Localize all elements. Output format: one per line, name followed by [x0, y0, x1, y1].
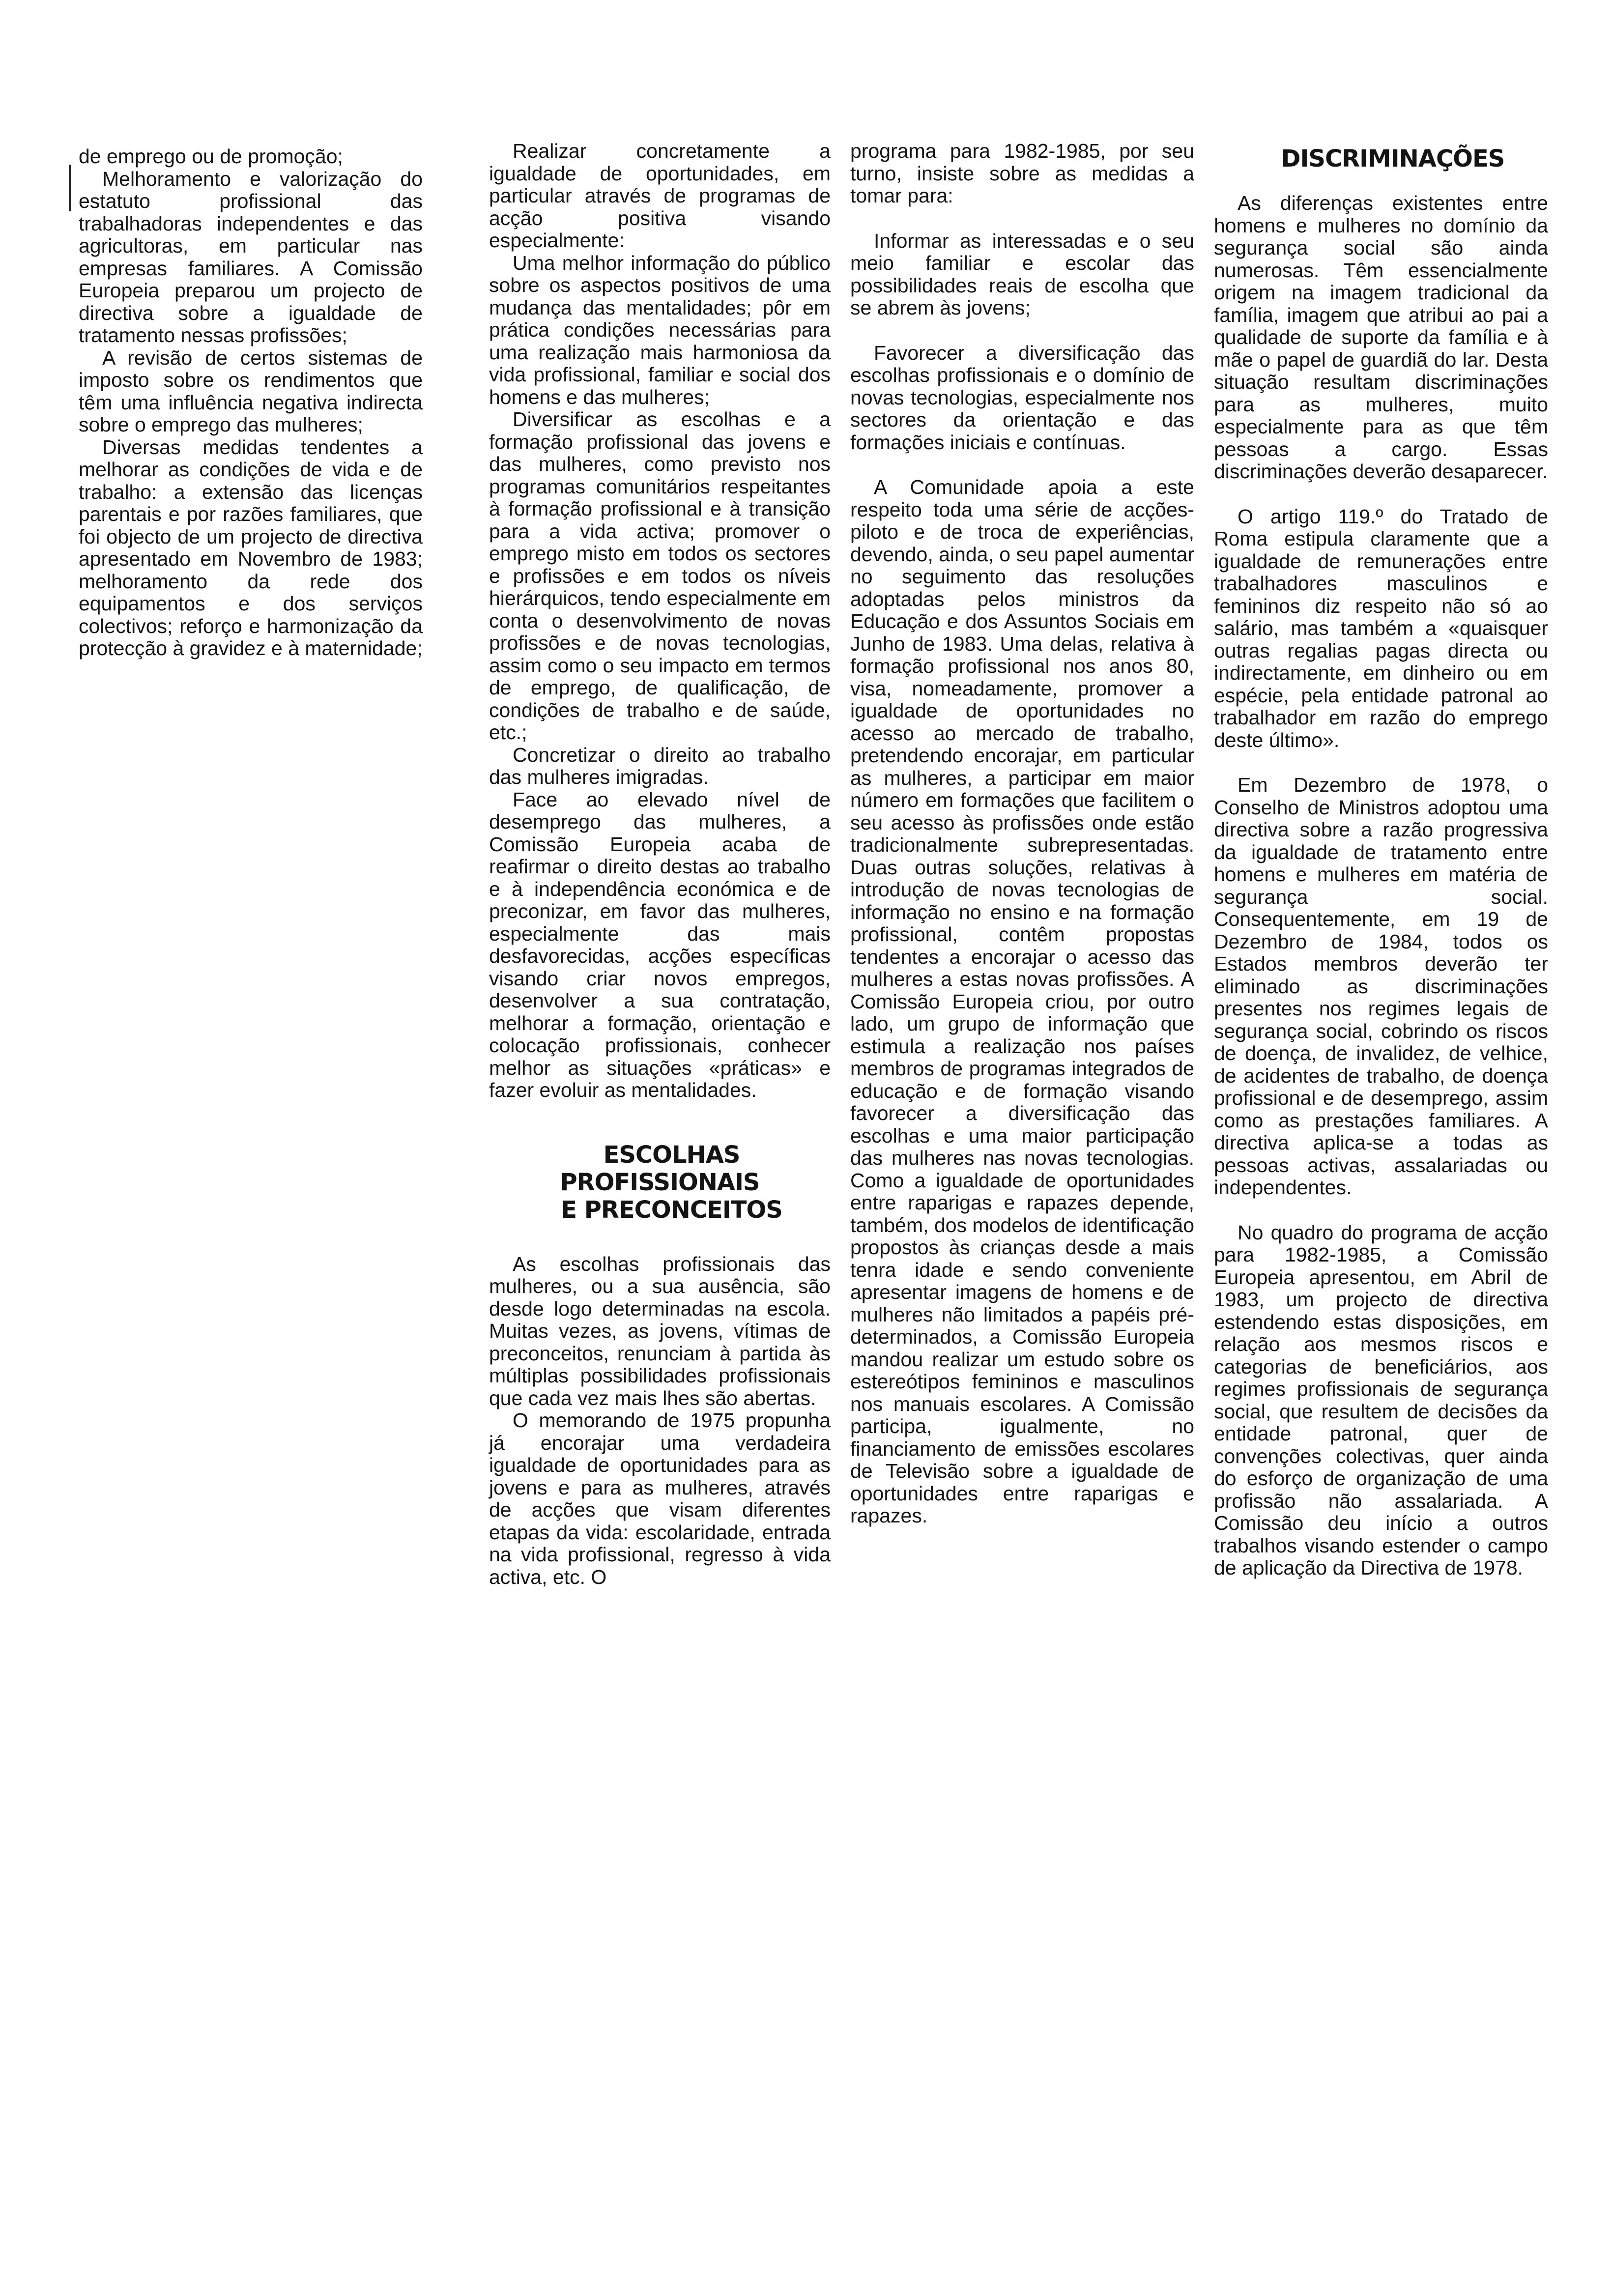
section-heading-escolhas [489, 1141, 831, 1224]
margin-mark [69, 165, 71, 211]
column-4 [1214, 145, 1548, 1579]
paragraph: Concretizar o direito ao trabalho das mulheres imigradas. [489, 743, 831, 788]
paragraph: de emprego ou de promoção; [79, 145, 343, 168]
section-heading-discriminacoes: DISCRIMINAÇÕES [1281, 145, 1505, 172]
paragraph: Uma melhor informação do público sobre os aspectos positivos de uma mudança das mentalidades; pôr em prática condições necessárias para uma realização mais harmoniosa da vida profissional, familiar e social dos homens e das mulheres; [489, 251, 831, 408]
paragraph: No quadro do programa de acção para 1982-1985, a Comissão Europeia apresentou, em Abril de 1983, um projecto de directiva estendendo estas disposições, em relação aos mesmos riscos e categorias de beneficiários, aos regimes profissionais de segurança social, que resultem de decisões da entidade patronal, quer de convenções colectivas, quer ainda do esforço de organização de uma profissão não assalariada. A Comissão deu início a outros trabalhos visando estender o campo de aplicação da Directiva de 1978. [1214, 1221, 1548, 1579]
paragraph: Face ao elevado nível de desemprego das mulheres, a Comissão Europeia acaba de reafirmar o direito destas ao trabalho e à independência económica e de preconizar, em favor das mulheres, especialmente das mais desfavorecidas, acções específicas visando criar novos empregos, desenvolver a sua contratação, melhorar a formação, orientação e colocação profissionais, conhecer melhor as situações «práticas» e fazer evoluir as mentalidades. [489, 788, 831, 1101]
paragraph: programa para 1982-1985, por seu turno, insiste sobre as medidas a tomar para: [850, 140, 1194, 207]
paragraph: A Comunidade apoia a este respeito toda uma série de acções-piloto e de troca de experiências, devendo, ainda, o seu papel aumentar no seguimento das resoluções adoptadas pelos ministros da Educação e dos Assuntos Sociais em Junho de 1983. Uma delas, relativa à formação profissional nos anos 80, visa, nomeadamente, promover a igualdade de oportunidades no acesso ao mercado de trabalho, pretendendo encorajar, em particular as mulheres, a participar em maior número em formações que facilitem o seu acesso às profissões onde estão tradicionalmente subrepresentadas. Duas outras soluções, relativas à introdução de novas tecnologias de informação no ensino e na formação profissional, contêm propostas tendentes a encorajar o acesso das mulheres a estas novas profissões. A Comissão Europeia criou, por outro lado, um grupo de informação que estimula a realização nos países membros de programas integrados de educação e de formação visando favorecer a diversificação das escolhas e uma maior participação das mulheres nas novas tecnologias. Como a igualdade de oportunidades entre raparigas e rapazes depende, também, dos modelos de identificação propostos às crianças desde a mais tenra idade e sendo conveniente apresentar imagens de homens e de mulheres não limitados a papéis pré-determinados, a Comissão Europeia mandou realizar um estudo sobre os estereótipos femininos e masculinos nos manuais escolares. A Comissão participa, igualmente, no financiamento de emissões escolares de Televisão sobre a igualdade de oportunidades entre raparigas e rapazes. [850, 476, 1194, 1527]
paragraph: As diferenças existentes entre homens e mulheres no domínio da segurança social são ainda numerosas. Têm essencialmente origem na imagem tradicional da família, imagem que atribui ao pai a qualidade de suporte da família e à mãe o papel de guardiã do lar. Desta situação resultam discriminações para as mulheres, muito especialmente para as que têm pessoas a cargo. Essas discriminações deverão desaparecer. [1214, 192, 1548, 483]
paragraph: Informar as interessadas e o seu meio familiar e escolar das possibilidades reais de escolha que se abrem às jovens; [850, 229, 1194, 319]
paragraph: Diversas medidas tendentes a melhorar as condições de vida e de trabalho: a extensão das licenças parentais e por razões familiares, que foi objecto de um projecto de directiva apresentado em Novembro de 1983; melhoramento da rede dos equipamentos e dos serviços colectivos; reforço e harmonização da protecção à gravidez e à maternidade; [79, 435, 423, 660]
heading-line: E PRECONCEITOS [561, 1196, 782, 1224]
paragraph: O artigo 119.º do Tratado de Roma estipula claramente que a igualdade de remunerações entre trabalhadores masculinos e femininos diz respeito não só ao salário, mas também a «quaisquer outras regalias pagas directa ou indirectamente, em dinheiro ou em espécie, pela entidade patronal ao trabalhador em razão do emprego deste último». [1214, 505, 1548, 751]
paragraph: Melhoramento e valorização do estatuto profissional das trabalhadoras independentes e das agricultoras, em particular nas empresas familiares. A Comissão Europeia preparou um projecto de directiva sobre a igualdade de tratamento nessas profissões; [79, 167, 423, 346]
column-2 [489, 140, 831, 1588]
heading-line: ESCOLHAS PROFISSIONAIS [560, 1141, 760, 1196]
paragraph: Diversificar as escolhas e a formação profissional das jovens e das mulheres, como previsto nos programas comunitários respeitantes à formação profissional e à transição para a vida activa; promover o emprego misto em todos os sectores e profissões e em todos os níveis hierárquicos, tendo especialmente em conta o desenvolvimento de novas profissões e de novas tecnologias, assim como o seu impacto em termos de emprego, de qualificação, de condições de trabalho e de saúde, etc.; [489, 408, 831, 744]
column-3 [850, 140, 1194, 1527]
paragraph: Realizar concretamente a igualdade de oportunidades, em particular através de programas de acção positiva visando especialmente: [489, 140, 831, 252]
paragraph: Em Dezembro de 1978, o Conselho de Ministros adoptou uma directiva sobre a razão progressiva da igualdade de tratamento entre homens e mulheres em matéria de segurança social. Consequentemente, em 19 de Dezembro de 1984, todos os Estados membros deverão ter eliminado as discriminações presentes nos regimes legais de segurança social, cobrindo os riscos de doença, de invalidez, de velhice, de acidentes de trabalho, de doença profissional e de desemprego, assim como as prestações familiares. A directiva aplica-se a todas as pessoas activas, assalariadas ou independentes. [1214, 774, 1548, 1199]
paragraph: O memorando de 1975 propunha já encorajar uma verdadeira igualdade de oportunidades para as jovens e para as mulheres, através de acções que visam diferentes etapas da vida: escolaridade, entrada na vida profissional, regresso à vida activa, etc. O [489, 1409, 831, 1588]
column-1 [79, 145, 423, 660]
paragraph: A revisão de certos sistemas de imposto sobre os rendimentos que têm uma influência negativa indirecta sobre o emprego das mulheres; [79, 346, 423, 436]
paragraph: As escolhas profissionais das mulheres, ou a sua ausência, são desde logo determinadas na escola. Muitas vezes, as jovens, vítimas de preconceitos, renunciam à partida às múltiplas possibilidades profissionais que cada vez mais lhes são abertas. [489, 1252, 831, 1409]
paragraph: Favorecer a diversificação das escolhas profissionais e o domínio de novas tecnologias, especialmente nos sectores da orientação e das formações iniciais e contínuas. [850, 341, 1194, 454]
